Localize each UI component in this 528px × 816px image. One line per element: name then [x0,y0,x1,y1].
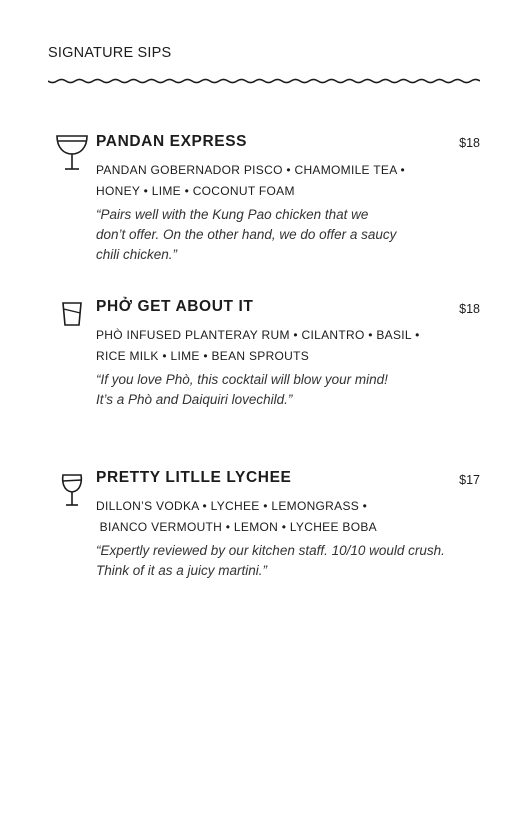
ingredients-line: HONEY • LIME • COCONUT FOAM [96,183,295,198]
quote-line: Think of it as a juicy martini.” [96,563,268,578]
quote-line: don’t offer. On the other hand, we do offer a saucy [96,227,397,242]
ingredients-line: BIANCO VERMOUTH • LEMON • LYCHEE BOBA [96,519,377,534]
item-quote [96,541,486,581]
item-price: $17 [459,473,480,487]
item-name: PHỞ GET ABOUT IT [96,298,254,315]
ingredients-line: PANDAN GOBERNADOR PISCO • CHAMOMILE TEA • [96,163,405,177]
quote-line: “Expertly reviewed by our kitchen staff. 10/10 would crush. [96,543,445,558]
item-name: PANDAN EXPRESS [96,133,248,150]
ingredients-line: RICE MILK • LIME • BEAN SPROUTS [96,348,310,363]
quote-line: It’s a Phò and Daiquiri lovechild.” [96,392,293,407]
item-price: $18 [459,136,480,150]
item-ingredients [96,160,456,201]
item-price: $18 [459,302,480,316]
item-quote [96,370,486,410]
rocks-glass-icon [56,300,88,340]
quote-line: chili chicken.” [96,247,178,262]
coupe-glass-icon [56,134,88,174]
quote-line: “Pairs well with the Kung Pao chicken that we [96,207,369,222]
item-ingredients [96,325,456,366]
wine-glass-icon [56,472,88,512]
wave-divider [48,74,480,88]
ingredients-line: DILLON’S VODKA • LYCHEE • LEMONGRASS • [96,499,368,513]
section-title: SIGNATURE SIPS [48,45,172,61]
item-ingredients [96,496,456,537]
quote-line: “If you love Phò, this cocktail will blow your mind! [96,372,388,387]
ingredients-line: PHÒ INFUSED PLANTERAY RUM • CILANTRO • BASIL • [96,328,420,342]
item-quote [96,205,486,265]
item-name: PRETTY LITLLE LYCHEE [96,469,292,486]
